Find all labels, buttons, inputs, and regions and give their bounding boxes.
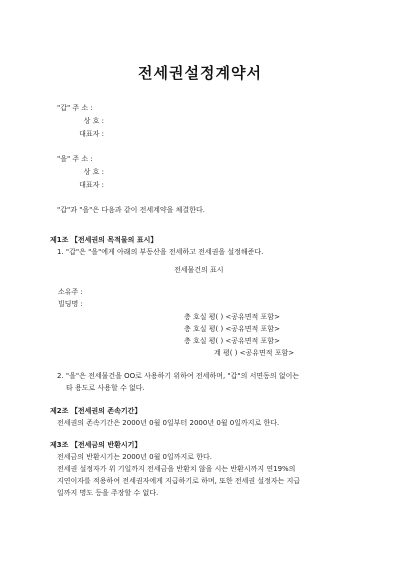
- gap-trade-name-label: 상 호 :: [83, 117, 104, 125]
- article3-line3: 지연이자를 적용하여 전세권자에게 지급하기로 하며, 또한 전세권 설정자는 지급: [57, 477, 301, 485]
- preamble-text: "갑"과 "을"은 다음과 같이 전세계약을 체결한다.: [57, 206, 205, 214]
- document-title: 전세권설정계약서: [138, 64, 262, 82]
- article3-line4: 일까지 명도 등을 주장할 수 없다.: [57, 489, 159, 497]
- article3-line1: 전세금의 반환시기는 2000년 0월 0일까지로 한다.: [57, 453, 213, 461]
- article1-clause2-line2: 타 용도로 사용할 수 없다.: [66, 384, 145, 392]
- article2-heading: 제2조 【전세권의 존속기간】: [50, 407, 142, 415]
- gap-address-label: "갑" 주 소 :: [57, 104, 93, 112]
- owner-label: 소유주 :: [58, 288, 83, 296]
- floor-row-2: 층 호실 평( ) <공유면적 포함>: [184, 325, 280, 333]
- article3-line2: 전세권 설정자가 위 기일까지 전세금을 반환치 않을 시는 반환시까지 연19%의: [57, 465, 296, 473]
- gap-representative-label: 대표자 :: [79, 130, 104, 138]
- floor-total-row: 계 평( ) <공유면적 포함>: [214, 349, 295, 357]
- building-label: 빌딩명 :: [58, 300, 83, 308]
- article1-clause1: 1. "갑"은 "을"에게 아래의 부동산을 전세하고 전세권을 설정해준다.: [57, 248, 264, 256]
- article1-heading: 제1조 【전세권의 목적물의 표시】: [50, 236, 158, 244]
- eul-address-label: "을" 주 소 :: [57, 155, 93, 163]
- property-title: 전세물건의 표시: [174, 266, 224, 274]
- eul-representative-label: 대표자 :: [79, 181, 104, 189]
- floor-row-3: 층 호실 평( ) <공유면적 포함>: [184, 337, 280, 345]
- eul-trade-name-label: 상 호 :: [83, 168, 104, 176]
- article3-heading: 제3조 【전세금의 반환시기】: [50, 441, 142, 449]
- article1-clause2-line1: 2. "을"은 전세물건을 OO로 사용하기 위하여 전세하며, "갑"의 서면동의 없이는: [57, 372, 300, 380]
- floor-row-1: 층 호실 평( ) <공유면적 포함>: [184, 313, 280, 321]
- article2-body: 전세권의 존속기간은 2000년 0월 0일부터 2000년 0월 0일까지로 한다.: [57, 419, 280, 427]
